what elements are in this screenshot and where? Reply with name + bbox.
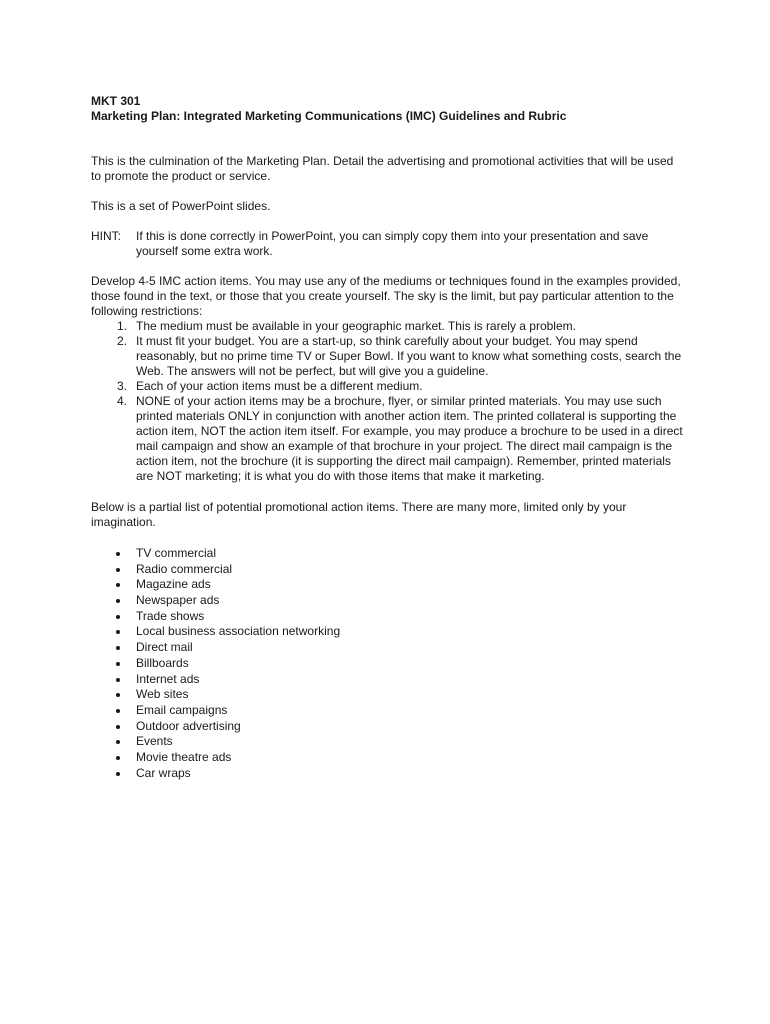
- list-item-label: Trade shows: [136, 608, 205, 623]
- list-item-label: Outdoor advertising: [136, 718, 241, 733]
- list-item-label: Local business association networking: [136, 624, 341, 639]
- list-item: [91, 624, 686, 640]
- restriction-item: [91, 334, 686, 379]
- list-item: [91, 703, 686, 719]
- restriction-text: NONE of your action items may be a brochure, flyer, or similar printed materials. You may use such printed materials ONLY in conjunction with another action item. The printed collateral is supporting the action item, NOT the action item itself. For example, you may produce a brochure to be used in a direct mail campaign and show an example of that brochure in your project. The direct mail campaign is the action item, not the brochure (it is supporting the direct mail campaign). Remember, printed materials are NOT marketing; it is what you do with those items that make it marketing.: [136, 394, 683, 483]
- list-item-label: Internet ads: [136, 671, 200, 686]
- restriction-number: 2.: [116, 334, 127, 348]
- restriction-item: [91, 379, 686, 394]
- bullet-icon: [91, 656, 136, 672]
- bullet-icon: [91, 640, 136, 656]
- bullet-icon: [91, 750, 136, 766]
- list-item: [91, 656, 686, 672]
- list-item-label: Movie theatre ads: [136, 749, 232, 764]
- list-item: [91, 562, 686, 578]
- bullet-icon: [91, 609, 136, 625]
- list-item-label: Direct mail: [136, 640, 193, 655]
- hint-text: If this is done correctly in PowerPoint, you can simply copy them into your presentation and save yourself some extra work.: [136, 229, 649, 258]
- document-title: Marketing Plan: Integrated Marketing Communications (IMC) Guidelines and Rubric: [91, 109, 567, 123]
- list-item: [91, 640, 686, 656]
- list-item-label: Billboards: [136, 655, 189, 670]
- restriction-item: [91, 394, 686, 484]
- bullet-icon: [91, 546, 136, 562]
- list-item-label: Car wraps: [136, 765, 191, 780]
- action-items-list: [91, 546, 686, 781]
- hint-label: HINT:: [91, 229, 121, 243]
- list-item: [91, 593, 686, 609]
- list-item-label: Radio commercial: [136, 561, 233, 576]
- bullet-icon: [91, 562, 136, 578]
- bullet-icon: [91, 734, 136, 750]
- bullet-icon: [91, 766, 136, 782]
- list-item: [91, 577, 686, 593]
- restriction-number: 4.: [116, 394, 127, 408]
- list-item-label: Email campaigns: [136, 702, 228, 717]
- list-item-label: Magazine ads: [136, 577, 211, 592]
- list-item: [91, 734, 686, 750]
- document-page: [91, 94, 686, 781]
- list-item-label: Web sites: [136, 687, 189, 702]
- hint-block: [91, 229, 686, 259]
- restriction-text: Each of your action items must be a different medium.: [136, 379, 423, 393]
- restriction-number: 3.: [116, 379, 127, 393]
- list-item: [91, 546, 686, 562]
- bullet-icon: [91, 624, 136, 640]
- list-item-label: TV commercial: [136, 546, 217, 560]
- list-item: [91, 687, 686, 703]
- below-paragraph: Below is a partial list of potential promotional action items. There are many more, limited only by your imagination.: [91, 500, 627, 529]
- slides-note: This is a set of PowerPoint slides.: [91, 199, 271, 213]
- list-item: [91, 672, 686, 688]
- bullet-icon: [91, 719, 136, 735]
- bullet-icon: [91, 577, 136, 593]
- bullet-icon: [91, 593, 136, 609]
- bullet-icon: [91, 687, 136, 703]
- bullet-icon: [91, 703, 136, 719]
- restriction-text: It must fit your budget. You are a start-up, so think carefully about your budget. You may spend reasonably, but no prime time TV or Super Bowl. If you want to know what something costs, search the Web. The answers will not be perfect, but will give you a guideline.: [136, 334, 682, 378]
- restriction-item: [91, 319, 686, 334]
- list-item-label: Newspaper ads: [136, 593, 220, 608]
- course-code: MKT 301: [91, 94, 141, 108]
- list-item: [91, 609, 686, 625]
- list-item-label: Events: [136, 734, 173, 749]
- restriction-number: 1.: [116, 319, 127, 333]
- list-item: [91, 719, 686, 735]
- list-item: [91, 750, 686, 766]
- restrictions-list: [91, 319, 686, 484]
- bullet-icon: [91, 672, 136, 688]
- restriction-text: The medium must be available in your geographic market. This is rarely a problem.: [136, 319, 576, 333]
- list-item: [91, 766, 686, 782]
- develop-paragraph: Develop 4-5 IMC action items. You may use any of the mediums or techniques found in the examples provided, those found in the text, or those that you create yourself. The sky is the limit, but pay particular attention to the following restrictions:: [91, 274, 681, 318]
- intro-paragraph: This is the culmination of the Marketing Plan. Detail the advertising and promotional activities that will be used to promote the product or service.: [91, 154, 674, 183]
